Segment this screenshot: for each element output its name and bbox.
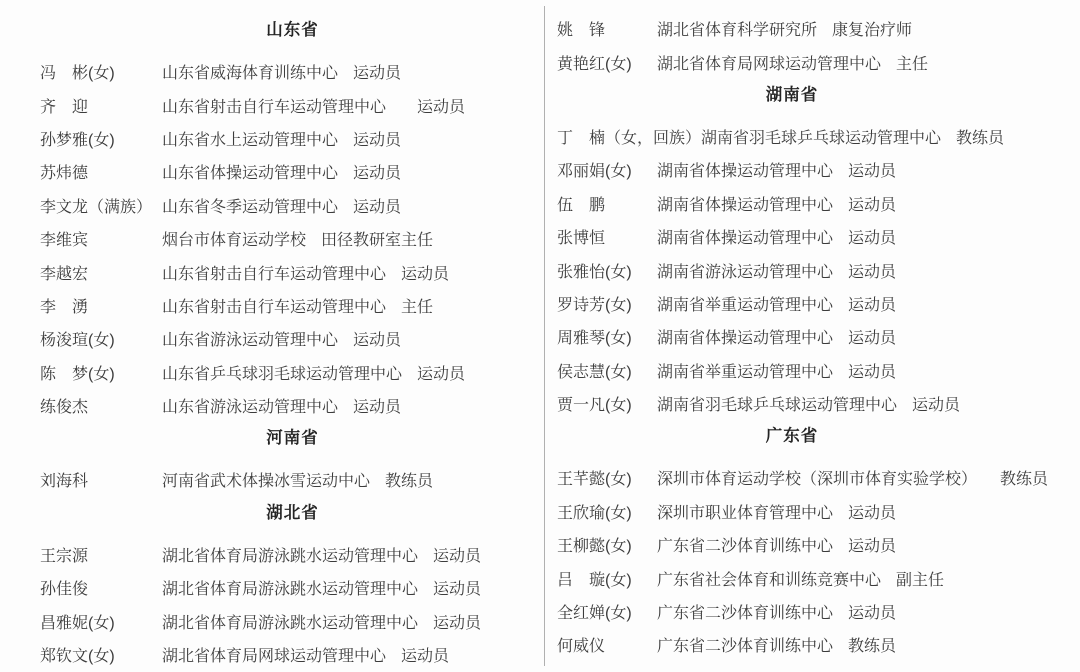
person-role: 运动员 (417, 365, 466, 383)
person-row (40, 189, 545, 222)
person-row (557, 187, 1027, 220)
person-organization: 广东省二沙体育训练中心 (657, 605, 834, 623)
person-row (40, 356, 545, 389)
person-name: 苏炜德 (40, 165, 89, 183)
person-role: 运动员 (848, 163, 897, 181)
person-organization: 山东省威海体育训练中心 (162, 65, 339, 83)
person-row (557, 287, 1027, 320)
person-organization: 湖南省体操运动管理中心 (657, 230, 834, 248)
person-name: 姚 锋 (557, 22, 606, 40)
province-header: 广东省 (765, 427, 819, 446)
person-row (557, 320, 1027, 353)
person-name: 全红婵(女) (557, 605, 632, 623)
person-organization: 山东省冬季运动管理中心 (162, 198, 339, 216)
person-organization: 广东省二沙体育训练中心 (657, 538, 834, 556)
person-row (557, 595, 1027, 628)
person-role: 运动员 (401, 265, 450, 283)
person-row (557, 495, 1027, 528)
province-header: 河南省 (266, 429, 319, 448)
person-name: 张雅怡(女) (557, 263, 632, 281)
person-name: 丁 楠（女，回族） (557, 129, 702, 147)
person-name: 周雅琴(女) (557, 330, 632, 348)
person-role: 主任 (896, 55, 929, 73)
person-row (557, 253, 1027, 286)
person-organization: 湖南省游泳运动管理中心 (657, 263, 834, 281)
person-name: 伍 鹏 (557, 196, 606, 214)
person-name: 孙梦雅(女) (40, 131, 115, 149)
person-organization: 湖南省体操运动管理中心 (657, 196, 834, 214)
person-role: 运动员 (353, 65, 402, 83)
person-role: 教练员 (848, 638, 897, 656)
person-name: 吕 璇(女) (557, 571, 632, 589)
person-organization: 山东省乒乓球羽毛球运动管理中心 (162, 365, 403, 383)
person-name: 刘海科 (40, 473, 89, 491)
person-role: 运动员 (353, 165, 402, 183)
person-name: 王欣瑜(女) (557, 504, 632, 522)
person-organization: 湖北省体育局网球运动管理中心 (657, 55, 882, 73)
person-row (557, 561, 1027, 594)
person-name: 练俊杰 (40, 399, 89, 417)
person-role: 运动员 (848, 296, 897, 314)
person-role: 运动员 (912, 397, 961, 415)
person-role: 运动员 (353, 399, 402, 417)
person-name: 陈 梦(女) (40, 365, 115, 383)
document-column-left (40, 0, 545, 671)
person-name: 李维宾 (40, 232, 89, 250)
person-organization: 山东省射击自行车运动管理中心 (162, 98, 403, 116)
person-organization: 湖南省羽毛球乒乓球运动管理中心 (701, 129, 942, 147)
person-role: 运动员 (417, 98, 466, 116)
person-organization: 湖南省羽毛球乒乓球运动管理中心 (657, 397, 898, 415)
person-role: 运动员 (848, 196, 897, 214)
person-row (557, 45, 1027, 78)
person-role: 运动员 (848, 538, 897, 556)
person-organization: 湖南省体操运动管理中心 (657, 163, 834, 181)
person-role: 运动员 (353, 131, 402, 149)
person-name: 王芊懿(女) (557, 471, 632, 489)
person-organization: 广东省二沙体育训练中心 (657, 638, 834, 656)
person-organization: 深圳市职业体育管理中心 (657, 504, 834, 522)
person-organization: 湖南省举重运动管理中心 (657, 363, 834, 381)
person-role: 教练员 (956, 129, 1005, 147)
person-row (557, 628, 1027, 661)
person-name: 罗诗芳(女) (557, 296, 632, 314)
person-row (40, 638, 545, 671)
person-organization: 湖南省举重运动管理中心 (657, 296, 834, 314)
person-organization: 山东省游泳运动管理中心 (162, 332, 339, 350)
person-role: 教练员 (1000, 471, 1049, 489)
person-role: 运动员 (353, 198, 402, 216)
province-header: 湖南省 (765, 85, 819, 104)
person-organization: 湖北省体育局游泳跳水运动管理中心 (162, 614, 419, 632)
person-organization: 烟台市体育运动学校 (162, 232, 307, 250)
person-name: 冯 彬(女) (40, 65, 115, 83)
person-name: 李文龙（满族） (40, 198, 153, 216)
person-organization: 湖南省体操运动管理中心 (657, 330, 834, 348)
person-organization: 山东省射击自行车运动管理中心 (162, 265, 387, 283)
person-role: 教练员 (385, 473, 434, 491)
person-organization: 湖北省体育局游泳跳水运动管理中心 (162, 581, 419, 599)
person-row (40, 389, 545, 422)
person-role: 运动员 (433, 614, 482, 632)
person-row (557, 528, 1027, 561)
person-name: 黄艳红(女) (557, 55, 632, 73)
person-row (557, 120, 1027, 153)
person-role: 运动员 (848, 263, 897, 281)
person-name: 昌雅妮(女) (40, 614, 115, 632)
person-row (40, 571, 545, 604)
person-row (557, 153, 1027, 186)
person-organization: 湖北省体育局游泳跳水运动管理中心 (162, 547, 419, 565)
person-name: 何威仪 (557, 638, 606, 656)
person-row (40, 463, 545, 496)
person-name: 李 湧 (40, 298, 89, 316)
person-role: 康复治疗师 (832, 22, 913, 40)
person-organization: 深圳市体育运动学校（深圳市体育实验学校） (657, 471, 986, 489)
person-organization: 河南省武术体操冰雪运动中心 (162, 473, 371, 491)
person-role: 主任 (401, 298, 434, 316)
person-name: 王柳懿(女) (557, 538, 632, 556)
person-role: 运动员 (433, 581, 482, 599)
person-row (40, 538, 545, 571)
person-organization: 山东省水上运动管理中心 (162, 131, 339, 149)
person-row (557, 387, 1027, 420)
person-name: 贾一凡(女) (557, 397, 632, 415)
person-row (40, 222, 545, 255)
person-row (40, 255, 545, 288)
person-organization: 湖北省体育局网球运动管理中心 (162, 648, 387, 666)
person-row (40, 88, 545, 121)
person-name: 李越宏 (40, 265, 89, 283)
person-row (557, 461, 1049, 494)
person-row (40, 289, 545, 322)
person-organization: 山东省体操运动管理中心 (162, 165, 339, 183)
person-role: 运动员 (848, 330, 897, 348)
person-row (40, 122, 545, 155)
person-name: 邓丽娟(女) (557, 163, 632, 181)
person-name: 齐 迎 (40, 98, 89, 116)
person-row (557, 354, 1027, 387)
person-role: 运动员 (848, 504, 897, 522)
person-role: 田径教研室主任 (321, 232, 434, 250)
person-name: 王宗源 (40, 547, 89, 565)
person-role: 运动员 (401, 648, 450, 666)
person-role: 运动员 (848, 363, 897, 381)
person-name: 郑钦文(女) (40, 648, 115, 666)
person-row (40, 55, 545, 88)
person-row (40, 322, 545, 355)
document-column-right (557, 0, 1049, 662)
province-header: 湖北省 (266, 503, 319, 522)
person-row (557, 12, 1027, 45)
person-role: 运动员 (848, 230, 897, 248)
person-role: 运动员 (353, 332, 402, 350)
person-name: 张博恒 (557, 230, 606, 248)
person-row (557, 220, 1027, 253)
person-organization: 湖北省体育科学研究所 (657, 22, 818, 40)
province-header: 山东省 (266, 21, 319, 39)
person-organization: 山东省游泳运动管理中心 (162, 399, 339, 417)
person-name: 杨浚瑄(女) (40, 332, 115, 350)
person-row (40, 155, 545, 188)
person-organization: 山东省射击自行车运动管理中心 (162, 298, 387, 316)
person-role: 副主任 (896, 571, 945, 589)
person-role: 运动员 (848, 605, 897, 623)
person-row (40, 604, 545, 637)
person-organization: 广东省社会体育和训练竞赛中心 (657, 571, 882, 589)
person-role: 运动员 (433, 547, 482, 565)
person-name: 孙佳俊 (40, 581, 89, 599)
person-name: 侯志慧(女) (557, 363, 632, 381)
